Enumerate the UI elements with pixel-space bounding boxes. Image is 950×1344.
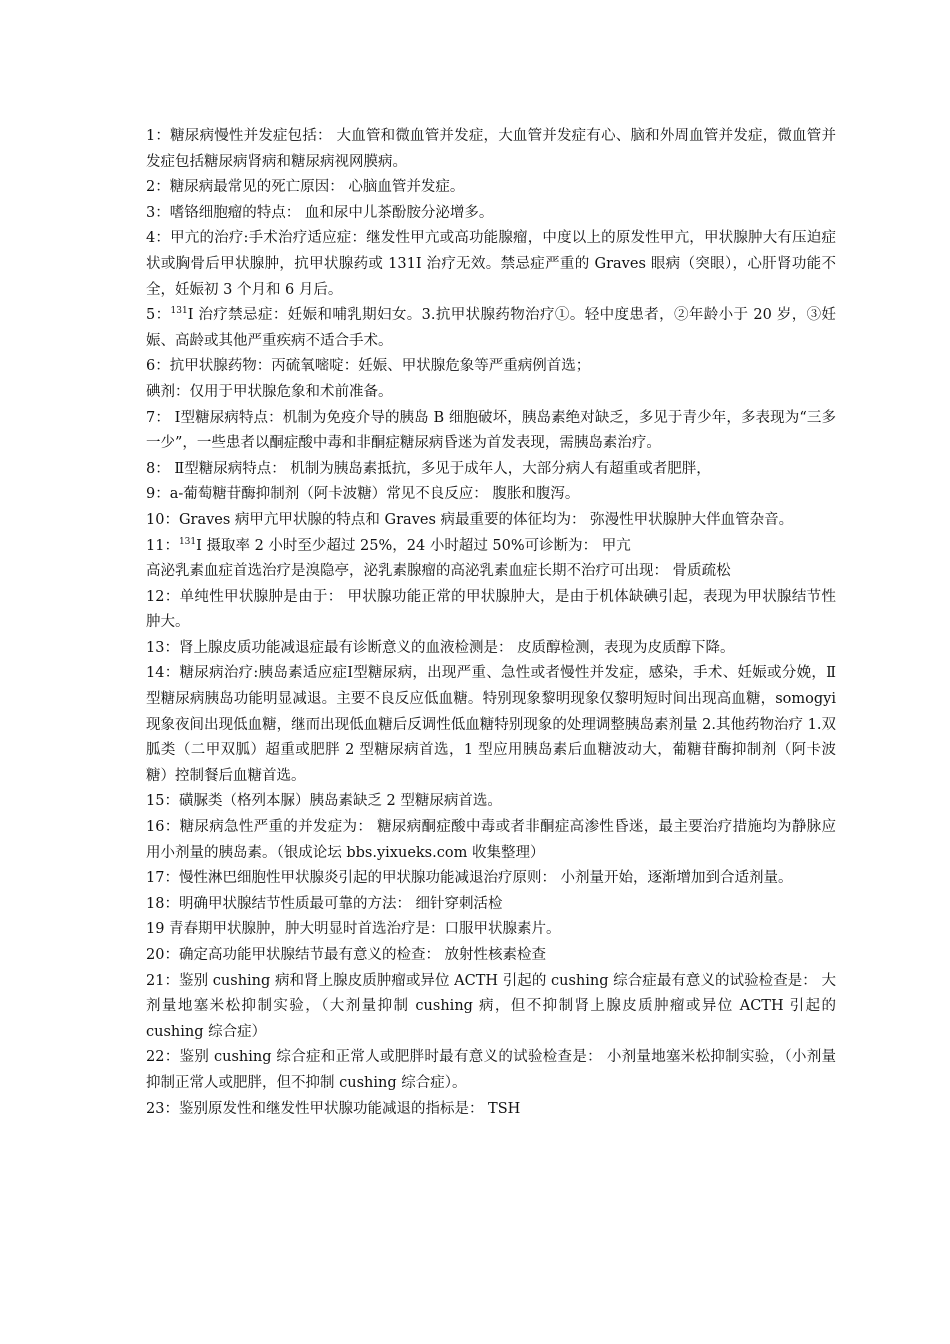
paragraph-15: 15：磺脲类（格列本脲）胰岛素缺乏 2 型糖尿病首选。 (146, 793, 502, 810)
paragraph-13: 13：肾上腺皮质功能减退症最有诊断意义的血液检测是： 皮质醇检测，表现为皮质醇下降。 (146, 639, 735, 656)
paragraph-20: 20：确定高功能甲状腺结节最有意义的检查： 放射性核素检查 (146, 947, 547, 963)
paragraph-6: 6：抗甲状腺药物：丙硫氧嘧啶：妊娠、甲状腺危象等严重病例首选； (146, 358, 591, 375)
paragraph-6b: 碘剂：仅用于甲状腺危象和术前准备。 (146, 383, 393, 400)
paragraph-11-text: I 摄取率 2 小时至少超过 25%，24 小时超过 50%可诊断为： 甲亢 (196, 537, 631, 554)
document-body (146, 124, 836, 1122)
paragraph-18: 18：明确甲状腺结节性质最可靠的方法： 细针穿刺活检 (146, 895, 503, 912)
paragraph-3: 3：嗜铬细胞瘤的特点： 血和尿中儿茶酚胺分泌增多。 (146, 204, 494, 221)
paragraph-11 (146, 534, 836, 560)
paragraph-8: 8： Ⅱ型糖尿病特点： 机制为胰岛素抵抗，多见于成年人，大部分病人有超重或者肥胖， (146, 460, 711, 477)
paragraph-16: 16：糖尿病急性严重的并发症为： 糖尿病酮症酸中毒或者非酮症高渗性昏迷，最主要治疗措施均为静脉应用小剂量的胰岛素。（银成论坛 bbs.yixueks.com 收集整理） (146, 819, 836, 861)
paragraph-10: 10：Graves 病甲亢甲状腺的特点和 Graves 病最重要的体征均为： 弥漫性甲状腺肿大伴血管杂音。 (146, 511, 794, 528)
paragraph-5-text: I 治疗禁忌症：妊娠和哺乳期妇女。3.抗甲状腺药物治疗①。轻中度患者，②年龄小于 20 岁，③妊娠、高龄或其他严重疾病不适合手术。 (146, 307, 836, 349)
paragraph-17: 17：慢性淋巴细胞性甲状腺炎引起的甲状腺功能减退治疗原则： 小剂量开始，逐渐增加到合适剂量。 (146, 870, 793, 887)
paragraph-7: 7： Ⅰ型糖尿病特点：机制为免疫介导的胰岛 B 细胞破坏，胰岛素绝对缺乏，多见于青少年，多表现为“三多一少”，一些患者以酮症酸中毒和非酮症糖尿病昏迷为首发表现，需胰岛素治疗。 (146, 409, 836, 452)
paragraph-1: 1：糖尿病慢性并发症包括： 大血管和微血管并发症，大血管并发症有心、脑和外周血管并发症，微血管并发症包括糖尿病肾病和糖尿病视网膜病。 (146, 128, 836, 170)
paragraph-19: 19 青春期甲状腺肿，肿大明显时首选治疗是：口服甲状腺素片。 (146, 921, 561, 938)
paragraph-4: 4：甲亢的治疗:手术治疗适应症：继发性甲亢或高功能腺瘤，中度以上的原发性甲亢，甲状腺肿大有压迫症状或胸骨后甲状腺肿，抗甲状腺药或 131I 治疗无效。禁忌症严重的 Graves 眼病（突眼），心肝肾功能不全，妊娠初 3 个月和 6 月后。 (146, 230, 836, 298)
paragraph-21: 21：鉴别 cushing 病和肾上腺皮质肿瘤或异位 ACTH 引起的 cushing 综合症最有意义的试验检查是： 大剂量地塞米松抑制实验，（大剂量抑制 cushing 病，但不抑制肾上腺皮质肿瘤或异位 ACTH 引起的 cushing 综合症） (146, 972, 836, 1040)
paragraph-5-prefix: 5： (146, 307, 171, 324)
paragraph-12: 12：单纯性甲状腺肿是由于： 甲状腺功能正常的甲状腺肿大，是由于机体缺碘引起，表现为甲状腺结节性肿大。 (146, 588, 836, 631)
paragraph-11b: 高泌乳素血症首选治疗是溴隐亭，泌乳素腺瘤的高泌乳素血症长期不治疗可出现： 骨质疏松 (146, 563, 731, 580)
paragraph-23: 23：鉴别原发性和继发性甲状腺功能减退的指标是： TSH (146, 1100, 521, 1117)
isotope-superscript: 131 (178, 536, 197, 547)
paragraph-11-prefix: 11： (146, 537, 179, 554)
paragraph-2: 2：糖尿病最常见的死亡原因： 心脑血管并发症。 (146, 179, 465, 196)
isotope-superscript: 131 (170, 306, 188, 317)
paragraph-22: 22：鉴别 cushing 综合症和正常人或肥胖时最有意义的试验检查是： 小剂量地塞米松抑制实验，（小剂量抑制正常人或肥胖，但不抑制 cushing 综合症）。 (146, 1049, 836, 1091)
paragraph-5 (146, 303, 836, 354)
paragraph-9: 9：a-葡萄糖苷酶抑制剂（阿卡波糖）常见不良反应： 腹胀和腹泻。 (146, 486, 580, 503)
paragraph-14: 14：糖尿病治疗:胰岛素适应症Ⅰ型糖尿病，出现严重、急性或者慢性并发症，感染，手术、妊娠或分娩，Ⅱ型糖尿病胰岛功能明显减退。主要不良反应低血糖。特别现象黎明现象仅黎明短时间出现高血糖，somogyi 现象夜间出现低血糖，继而出现低血糖后反调性低血糖特别现象的处理调整胰岛素剂量 2.其他药物治疗 1.双胍类（二甲双胍）超重或肥胖 2 型糖尿病首选，1 型应用胰岛素后血糖波动大，葡糖苷酶抑制剂（阿卡波糖）控制餐后血糖首选。 (146, 665, 836, 784)
